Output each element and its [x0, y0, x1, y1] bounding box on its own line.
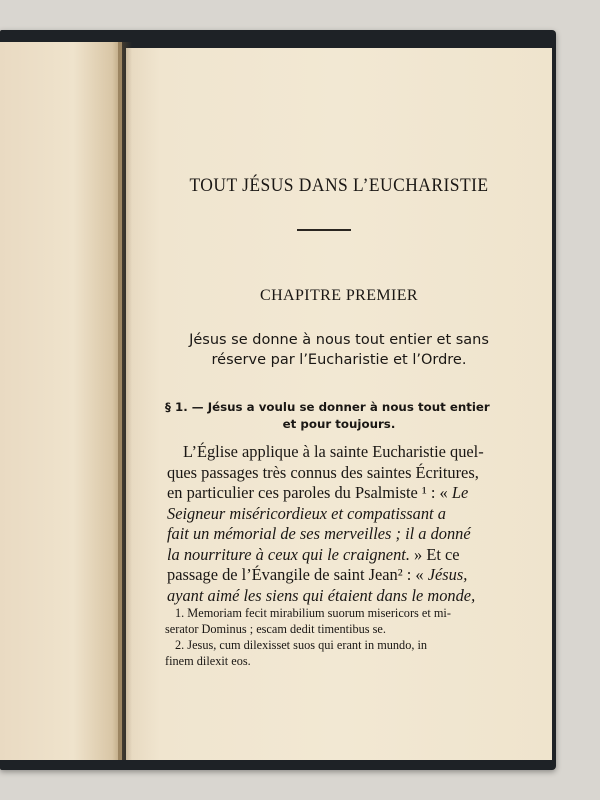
italic-text: Jésus, — [427, 565, 468, 584]
footnote-line: finem dilexit eos. — [165, 654, 251, 668]
body-line — [167, 463, 479, 483]
body-line — [167, 524, 471, 544]
footnote-line: serator Dominus ; escam dedit timentibus se. — [165, 622, 386, 636]
body-line — [167, 504, 446, 524]
italic-text: Le — [451, 483, 469, 502]
footnote-line: 2. Jesus, cum dilexisset suos qui erant in mundo, in — [175, 638, 428, 652]
body-text: L’Église applique à la sainte Eucharistie quel- — [183, 442, 484, 461]
section-heading-line: et pour toujours. — [282, 417, 396, 431]
body-line — [183, 442, 484, 462]
footnote-line: 1. Memoriam fecit mirabilium suorum misericors et mi- — [175, 606, 451, 620]
body-line — [167, 565, 467, 585]
body-line — [167, 483, 468, 503]
chapter-subtitle-line: Jésus se donne à nous tout entier et sans — [189, 332, 489, 348]
body-line — [167, 586, 475, 606]
title-rule — [297, 229, 351, 231]
italic-text: la nourriture à ceux qui le craignent. — [167, 544, 410, 564]
chapter-heading: CHAPITRE PREMIER — [260, 287, 418, 304]
body-text: en particulier ces paroles du Psalmiste ¹ : « — [167, 483, 452, 502]
chapter-subtitle-line: réserve par l’Eucharistie et l’Ordre. — [211, 352, 467, 368]
italic-text: Seigneur miséricordieux et compatissant a — [167, 503, 446, 523]
page-gutter — [118, 42, 132, 760]
body-text: » Et ce — [409, 544, 460, 564]
body-text: ques passages très connus des saintes Écritures, — [167, 462, 479, 482]
italic-text: ayant aimé les siens qui étaient dans le monde, — [167, 585, 476, 605]
page-title: TOUT JÉSUS DANS L’EUCHARISTIE — [189, 175, 489, 196]
section-heading-line: § 1. — Jésus a voulu se donner à nous tout entier — [165, 400, 490, 414]
left-page — [0, 42, 122, 760]
italic-text: fait un mémorial de ses merveilles ; il a donné — [167, 524, 471, 543]
body-text: passage de l’Évangile de saint Jean² : « — [167, 565, 428, 584]
body-line — [167, 545, 460, 565]
